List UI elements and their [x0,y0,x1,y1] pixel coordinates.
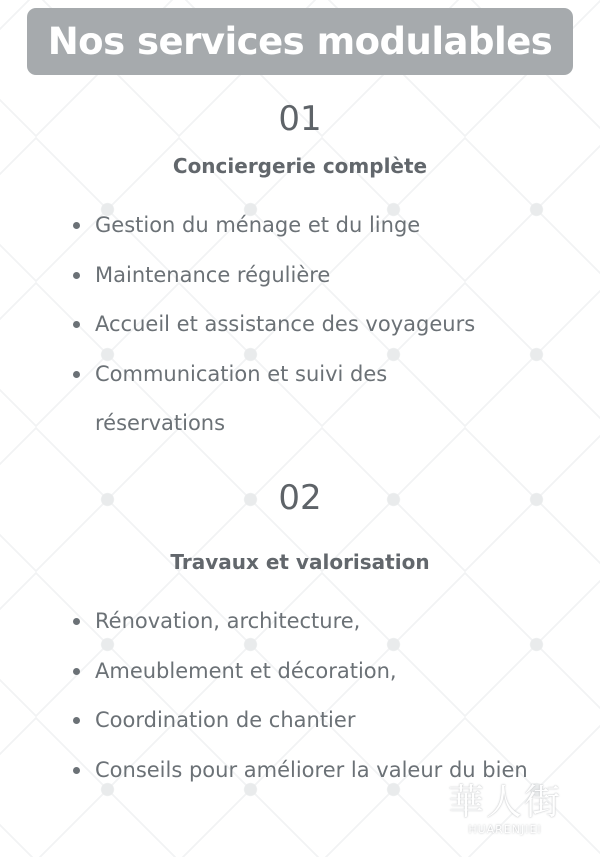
section-travaux [0,478,600,795]
list-item-label: Rénovation, architecture, [95,609,361,633]
section-title: Conciergerie complète [172,154,428,178]
page-title: Nos services modulables [47,20,553,63]
list-item [0,696,600,746]
list-item-label: Accueil et assistance des voyageurs [95,312,476,336]
list-item-label: Ameublement et décoration, [95,658,397,683]
bullet-dot-icon [73,767,80,774]
service-list [0,597,600,795]
section-conciergerie [0,99,600,449]
list-item [0,597,600,647]
list-item-label: Gestion du ménage et du linge [95,213,421,237]
list-item-label: Coordination de chantier [95,708,356,732]
section-number: 01 [278,99,322,139]
list-item [0,201,600,251]
list-item [0,647,600,697]
bullet-dot-icon [73,321,80,328]
list-item [0,350,445,449]
bullet-dot-icon [73,668,80,675]
header-banner [27,8,573,75]
watermark-mark: 華人街 [447,782,562,823]
section-title: Travaux et valorisation [170,550,430,574]
service-list [0,201,600,449]
bullet-dot-icon [73,717,80,724]
bullet-dot-icon [73,618,80,625]
section-number: 02 [278,478,322,518]
bullet-dot-icon [73,371,80,378]
watermark-text: HUARENJIEI [468,823,542,836]
list-item [0,251,600,301]
bullet-dot-icon [73,272,80,279]
watermark-logo [440,783,570,841]
list-item-label: Conseils pour améliorer la valeur du bien [95,757,528,782]
list-item-label: Communication et suivi des réservations [95,361,388,435]
bullet-dot-icon [73,222,80,229]
list-item [0,300,600,350]
list-item-label: Maintenance régulière [95,262,331,287]
